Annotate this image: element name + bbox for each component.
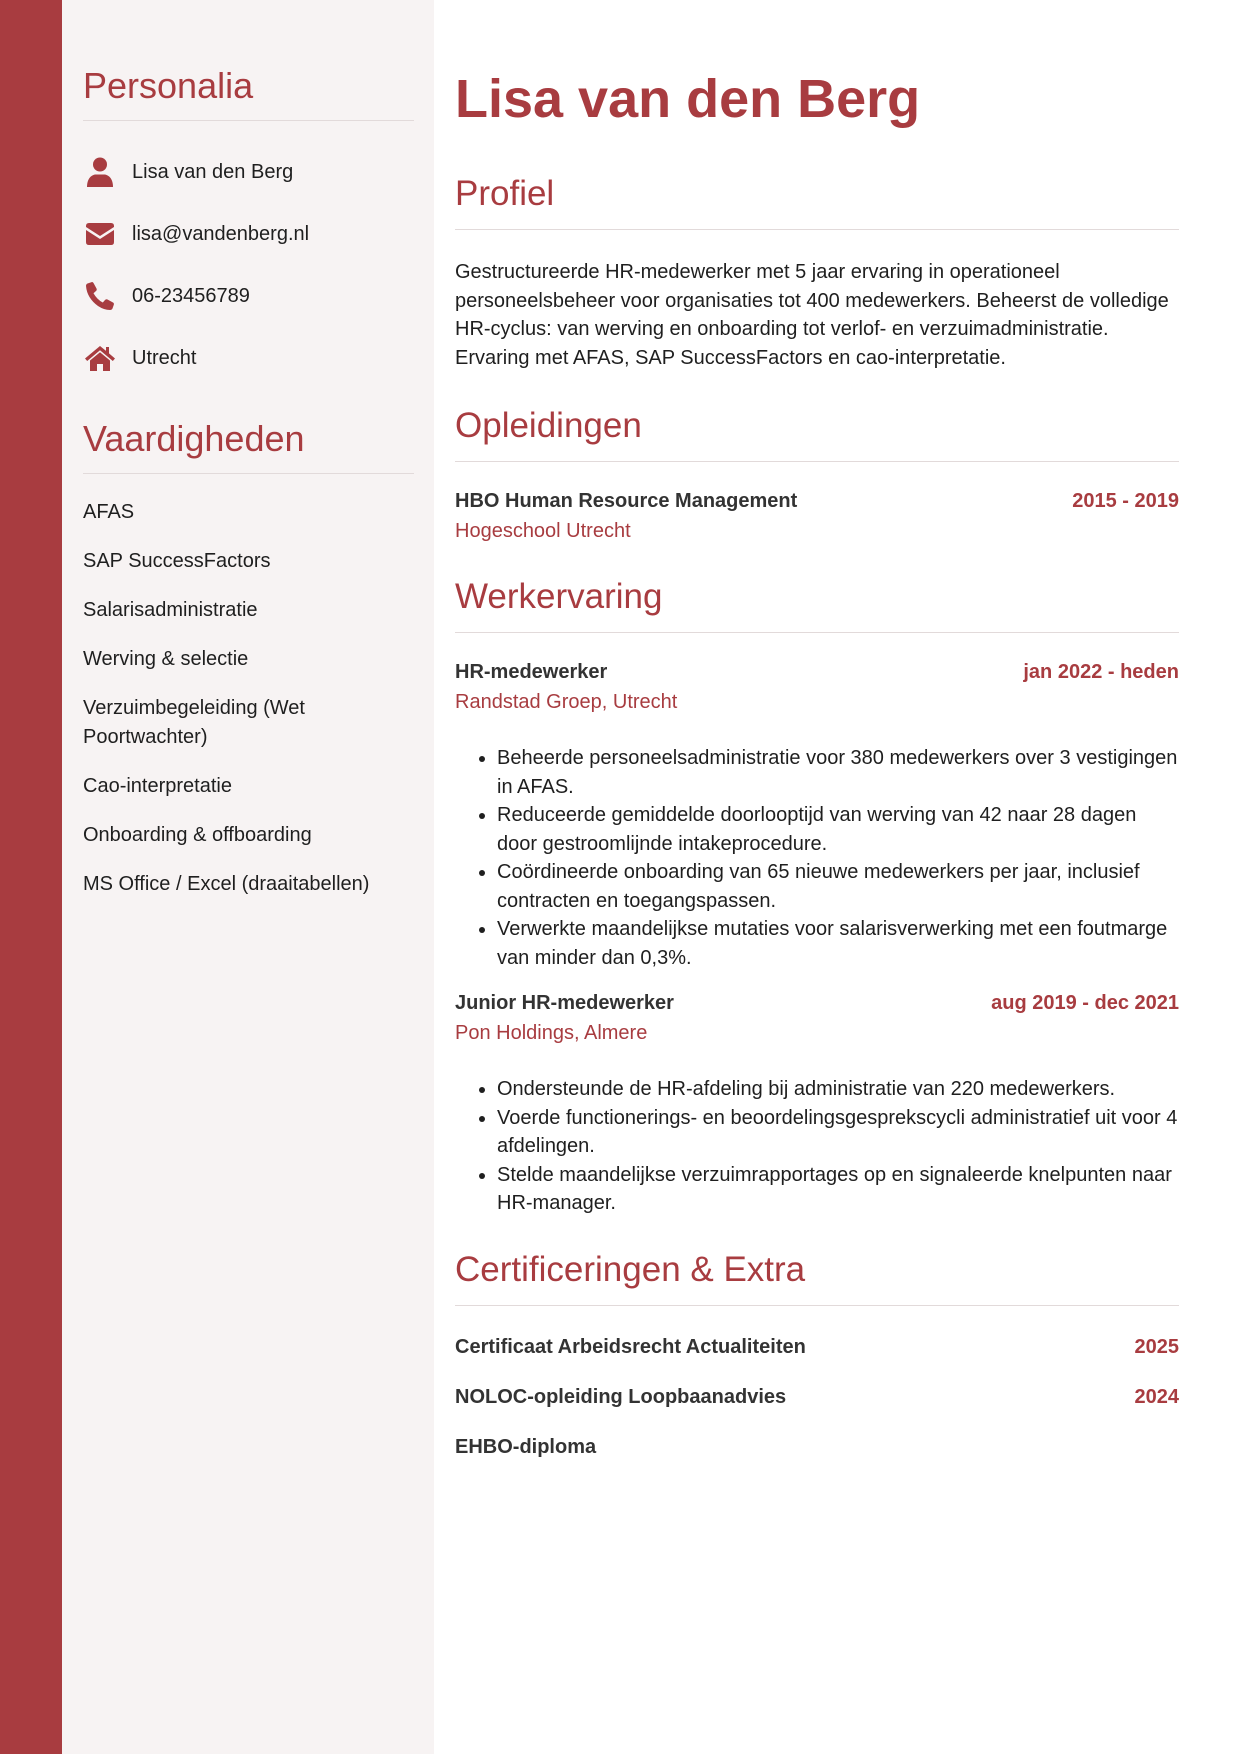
job-company: Pon Holdings, Almere — [455, 1022, 648, 1044]
sidebar — [62, 0, 434, 1754]
accent-bar — [0, 0, 62, 1754]
skill-item: AFAS — [83, 501, 135, 523]
experience-title: Werkervaring — [455, 577, 663, 616]
job-dates: aug 2019 - dec 2021 — [991, 992, 1179, 1014]
certifications-section — [455, 1248, 1179, 1461]
skill-item: Cao-interpretatie — [83, 775, 232, 797]
job-bullets — [455, 1075, 1179, 1218]
skills-title: Vaardigheden — [83, 418, 305, 459]
job-entry — [455, 992, 1179, 1218]
education-degree: HBO Human Resource Management — [455, 490, 798, 512]
contact-phone — [83, 265, 414, 327]
divider — [455, 1305, 1179, 1306]
skills-list — [83, 498, 414, 899]
education-title: Opleidingen — [455, 406, 642, 445]
education-section — [455, 404, 1179, 543]
job-role: HR-medewerker — [455, 661, 608, 683]
skill-item: Onboarding & offboarding — [83, 824, 312, 846]
job-bullet: • Beheerde personeelsadministratie voor 380 medewerkers over 3 vestigingen in AFAS. — [497, 744, 1179, 801]
contact-email-text: lisa@vandenberg.nl — [132, 222, 310, 245]
skill-item: Werving & selectie — [83, 648, 249, 670]
divider — [455, 632, 1179, 633]
divider — [455, 229, 1179, 230]
divider — [83, 473, 414, 474]
contact-name-text: Lisa van den Berg — [132, 160, 294, 183]
certification-name: EHBO-diploma — [455, 1435, 597, 1458]
personalia-title: Personalia — [83, 65, 254, 106]
certification-year: 2025 — [1134, 1335, 1179, 1358]
job-role: Junior HR-medewerker — [455, 992, 674, 1014]
main-content — [434, 0, 1241, 1754]
job-company: Randstad Groep, Utrecht — [455, 691, 678, 713]
profile-text: Gestructureerde HR-medewerker met 5 jaar ervaring in operationeel personeelsbeheer voor organisaties tot 400 medewerkers. Beheerst de volledige HR-cyclus: van werving en onboarding tot verlof- en verzuimadministratie. Ervaring met AFAS, SAP SuccessFactors en cao-interpretatie. — [455, 261, 1169, 369]
candidate-name: Lisa van den Berg — [455, 69, 921, 129]
job-bullet: • Reduceerde gemiddelde doorlooptijd van werving van 42 naar 28 dagen door gestroomlijnde intakeprocedure. — [497, 801, 1179, 858]
contact-name — [83, 141, 414, 203]
experience-section — [455, 575, 1179, 1218]
job-bullet: • Verwerkte maandelijkse mutaties voor salarisverwerking met een foutmarge van minder dan 0,3%. — [497, 915, 1179, 972]
skill-item: MS Office / Excel (draaitabellen) — [83, 873, 370, 895]
certification-name: NOLOC-opleiding Loopbaanadvies — [455, 1385, 787, 1408]
job-dates: jan 2022 - heden — [1023, 661, 1179, 683]
job-bullet: • Ondersteunde de HR-afdeling bij administratie van 220 medewerkers. — [497, 1075, 1179, 1104]
profile-title: Profiel — [455, 174, 555, 213]
contact-email — [83, 203, 414, 265]
certification-item — [455, 1334, 1179, 1361]
certification-item — [455, 1434, 1179, 1461]
certification-year: 2024 — [1134, 1385, 1179, 1408]
contact-location — [83, 327, 414, 389]
home-icon — [83, 341, 117, 375]
job-bullet: • Coördineerde onboarding van 65 nieuwe medewerkers per jaar, inclusief contracten en toegangspassen. — [497, 858, 1179, 915]
profile-section — [455, 172, 1179, 372]
certification-name: Certificaat Arbeidsrecht Actualiteiten — [455, 1335, 806, 1358]
phone-icon — [83, 279, 117, 313]
user-icon — [83, 155, 117, 189]
education-school: Hogeschool Utrecht — [455, 520, 631, 542]
envelope-icon — [83, 217, 117, 251]
job-bullets — [455, 744, 1179, 972]
certification-item — [455, 1384, 1179, 1411]
skill-item: Salarisadministratie — [83, 599, 258, 621]
education-entry — [455, 490, 1179, 543]
divider — [83, 120, 414, 121]
job-bullet: • Voerde functionerings- en beoordelingsgesprekscycli administratief uit voor 4 afdelingen. — [497, 1104, 1179, 1161]
contact-phone-text: 06-23456789 — [132, 284, 250, 307]
contact-location-text: Utrecht — [132, 346, 197, 369]
job-bullet: • Stelde maandelijkse verzuimrapportages op en signaleerde knelpunten naar HR-manager. — [497, 1161, 1179, 1218]
skill-item: Verzuimbegeleiding (Wet Poortwachter) — [83, 697, 305, 748]
certifications-title: Certificeringen & Extra — [455, 1249, 806, 1289]
education-dates: 2015 - 2019 — [1072, 490, 1179, 512]
job-entry — [455, 661, 1179, 972]
skill-item: SAP SuccessFactors — [83, 550, 271, 572]
divider — [455, 461, 1179, 462]
